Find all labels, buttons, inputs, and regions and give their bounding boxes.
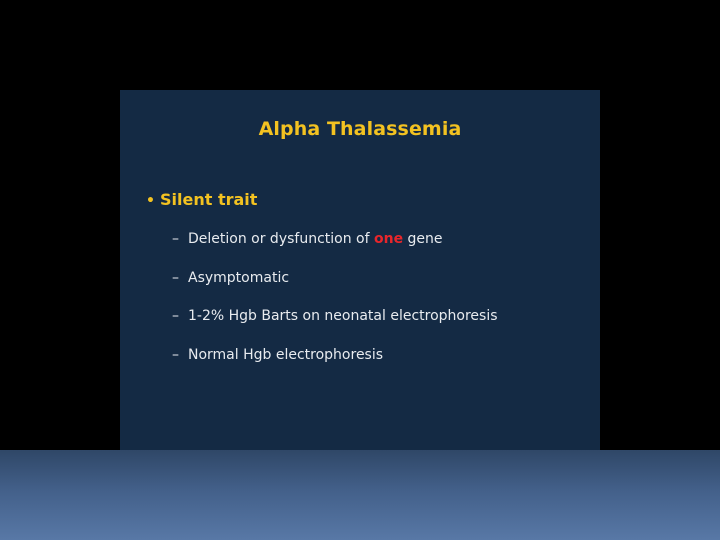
footer-gradient-band xyxy=(0,450,720,540)
sub-bullet-item xyxy=(172,346,498,385)
sub-bullet-item xyxy=(172,230,498,269)
dash-marker: – xyxy=(172,346,179,363)
bullet-marker: • xyxy=(146,193,155,209)
dash-marker: – xyxy=(172,308,179,324)
sub-bullet-item xyxy=(172,269,498,308)
bullet-silent-trait xyxy=(146,190,257,209)
slide-title: Alpha Thalassemia xyxy=(258,118,462,140)
presentation-slide xyxy=(120,90,600,450)
sub-bullet-text-end: gene xyxy=(403,231,443,247)
sub-bullet-text: 1-2% Hgb Barts on neonatal electrophoresis xyxy=(188,308,498,324)
bullet-text: Silent trait xyxy=(160,190,258,209)
sub-bullet-text: Asymptomatic xyxy=(188,269,290,286)
sub-bullet-list xyxy=(172,230,498,384)
sub-bullet-item xyxy=(172,307,498,346)
highlighted-word: one xyxy=(374,231,404,247)
dash-marker: – xyxy=(172,269,179,286)
sub-bullet-text: Normal Hgb electrophoresis xyxy=(188,346,384,363)
dash-marker: – xyxy=(172,231,179,247)
sub-bullet-text: Deletion or dysfunction of xyxy=(188,231,374,247)
